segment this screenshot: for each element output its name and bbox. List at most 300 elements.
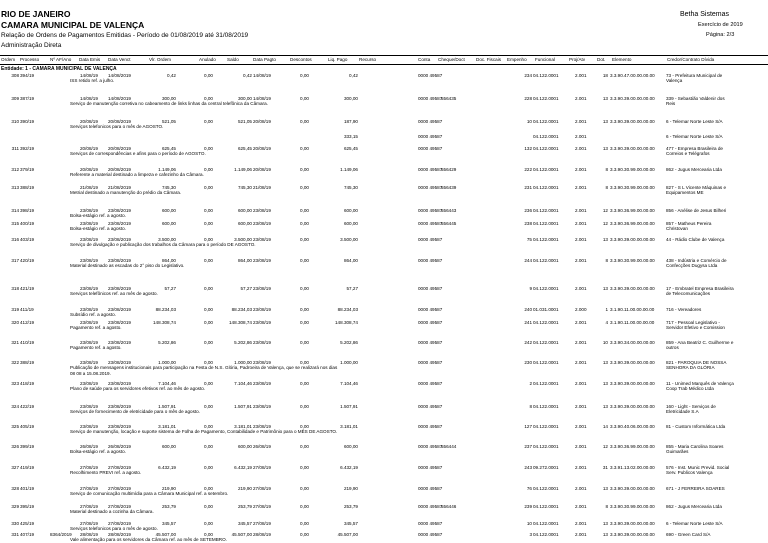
- cell-proc: 405/19: [20, 424, 35, 429]
- cell-emis: 27/08/19: [80, 465, 98, 470]
- cell-vlr: 148.308,74: [153, 320, 176, 325]
- cell-dot: 13: [602, 381, 608, 386]
- column-header: Ordem: [1, 57, 16, 63]
- cell-liq: 600,00: [343, 221, 358, 226]
- cell-credor: 17 - Embratel Empresa Brasileira de Telecomunicações: [666, 286, 734, 297]
- cell-conta: 0000 49587: [418, 258, 443, 263]
- cell-emp: 243: [524, 465, 532, 470]
- cell-history: Serviços de correspondências e afins para o período de AGOSTO.: [70, 151, 206, 157]
- cell-saldo: 625,45: [237, 146, 252, 151]
- cell-pagto: 23/08/19: [253, 286, 271, 291]
- cell-proc: 411/19: [20, 307, 34, 312]
- cell-func: 04.122.0001: [533, 185, 559, 190]
- system-name: Betha Sistemas: [680, 11, 730, 18]
- cell-proc: 390/19: [20, 119, 35, 124]
- cell-credor: 6 - Telemar Norte Leste S/A: [666, 521, 723, 526]
- cell-liq: 3.181,01: [340, 424, 358, 429]
- cell-pagto: 23/08/19: [253, 208, 271, 213]
- cell-func: 04.122.0001: [533, 167, 559, 172]
- cell-liq: 3.500,00: [340, 237, 358, 242]
- cell-anul: 0,00: [204, 221, 213, 226]
- cell-saldo: 3.181,01: [234, 424, 252, 429]
- cell-proc: 420/19: [20, 258, 35, 263]
- cell-anul: 0,00: [204, 404, 213, 409]
- cell-vlr: 600,00: [161, 444, 176, 449]
- column-header: Nº AF/Ano: [50, 57, 72, 63]
- column-header: Data Emis: [79, 57, 101, 63]
- cell-proc: 394/19: [20, 73, 35, 78]
- cell-venc: 23/08/2019: [108, 340, 131, 345]
- column-header: Credor/Contrato Dívida: [667, 57, 715, 63]
- cell-proj: 2.001: [575, 208, 587, 213]
- cell-vlr: 625,45: [161, 146, 176, 151]
- cell-emp: 3: [529, 532, 532, 537]
- cell-emis: 20/08/19: [80, 146, 98, 151]
- cell-vlr: 521,05: [161, 119, 176, 124]
- cell-vlr: 219,90: [161, 486, 176, 491]
- cell-dot: 8: [605, 185, 608, 190]
- page-number: Página: 2/3: [706, 32, 735, 38]
- cell-venc: 23/08/2019: [108, 404, 131, 409]
- cell-desc: 0,00: [300, 258, 309, 263]
- cell-proj: 2.001: [575, 340, 587, 345]
- cell-proj: 2.001: [575, 320, 587, 325]
- cell-credor: 827 - S L Vicente Máquinas e Equipamentos ME: [666, 185, 727, 196]
- cell-liq: 745,30: [343, 185, 358, 190]
- cell-saldo: 3.500,00: [234, 237, 252, 242]
- cell-history: Serviços de fornecimento de eletricidade para o mês de agosto.: [70, 409, 200, 415]
- entity-line: Entidade: 1 - CAMARA MUNICIPAL DE VALENÇA: [1, 66, 117, 72]
- cell-emp: 2: [529, 381, 532, 386]
- cell-ordem: 318: [11, 286, 19, 291]
- cell-venc: 23/08/2019: [108, 286, 131, 291]
- cell-desc: 0,00: [300, 521, 309, 526]
- cell-func: 04.122.0001: [533, 340, 559, 345]
- cell-liq: 1.000,00: [340, 360, 358, 365]
- cell-saldo: 1.000,00: [234, 360, 252, 365]
- cell-proc: 425/19: [20, 521, 35, 526]
- cell-anul: 0,00: [204, 258, 213, 263]
- cell-dot: 13: [602, 404, 608, 409]
- cell-emis: 21/08/19: [80, 185, 98, 190]
- cell-credor: 576 - Inst. Munic Previd. Social Serv. Publicos Valença: [666, 465, 730, 476]
- cell-proc: 387/19: [20, 96, 35, 101]
- cell-saldo: 0,42: [243, 73, 252, 78]
- cell-venc: 27/08/2019: [108, 504, 131, 509]
- cell-elem: 3.1.90.11.00.00.00.00: [610, 320, 655, 325]
- cell-proc: 410/19: [20, 340, 35, 345]
- cell-emis: 27/08/19: [80, 521, 98, 526]
- cell-conta: 0000 49587: [418, 286, 443, 291]
- cell-vlr: 6.432,19: [158, 465, 176, 470]
- cell-ordem: 324: [11, 404, 19, 409]
- column-header: Vlr. Ordem: [149, 57, 171, 63]
- column-header: Anulado: [199, 57, 216, 63]
- cell-dot: 12: [602, 221, 608, 226]
- cell-liq: 253,79: [343, 504, 358, 509]
- cell-proc: 392/19: [20, 146, 35, 151]
- cell-anul: 0,00: [204, 381, 213, 386]
- cell-elem: 3.3.90.30.99.00.00.00: [610, 504, 655, 509]
- cell-proj: 2.001: [575, 134, 587, 139]
- cell-conta: 0000 49587: [418, 444, 443, 449]
- cell-emp: 239: [524, 504, 532, 509]
- cell-dot: 13: [602, 532, 608, 537]
- cell-func: 04.122.0001: [533, 486, 559, 491]
- cell-saldo: 148.308,74: [229, 320, 252, 325]
- cell-credor: 862 - Jugus Mercearia Ltda: [666, 167, 722, 172]
- cell-liq: 600,00: [343, 444, 358, 449]
- cell-pagto: 23/08/19: [253, 424, 271, 429]
- cell-liq: 0,42: [349, 73, 358, 78]
- cell-emis: 27/08/19: [80, 486, 98, 491]
- cell-ordem: 310: [11, 119, 19, 124]
- cell-pagto: 23/08/19: [253, 320, 271, 325]
- cell-anul: 0,00: [204, 360, 213, 365]
- column-header: Saldo: [227, 57, 239, 63]
- cell-ordem: 313: [11, 185, 19, 190]
- cell-liq: 45.507,00: [337, 532, 358, 537]
- cell-history: Serviço de divulgação e publicação dos trabalhos da Câmara para o período DE AGOSTO.: [70, 242, 256, 248]
- cell-ordem: 312: [11, 167, 19, 172]
- cell-liq: 7.104,46: [340, 381, 358, 386]
- cell-proc: 395/19: [20, 504, 35, 509]
- cell-liq: 5.202,86: [340, 340, 358, 345]
- cell-pagto: 27/08/19: [253, 504, 271, 509]
- cell-emis: 28/08/19: [80, 532, 98, 537]
- cell-emp: 236: [524, 208, 532, 213]
- cell-history: Material destinado as escadas do 2° piso do Legislativo.: [70, 263, 185, 269]
- cell-func: 04.122.0001: [533, 146, 559, 151]
- cell-saldo: 7.104,46: [234, 381, 252, 386]
- cell-proj: 2.001: [575, 258, 587, 263]
- cell-dot: 13: [602, 360, 608, 365]
- cell-proc: 422/19: [20, 404, 35, 409]
- cell-elem: 3.3.90.39.00.00.00.00: [610, 404, 655, 409]
- cell-vlr: 45.507,00: [155, 532, 176, 537]
- cell-history: Pagamento ref. a agosto.: [70, 345, 122, 351]
- cell-elem: 3.3.90.39.00.00.00.00: [610, 360, 655, 365]
- cell-saldo: 600,00: [237, 221, 252, 226]
- cell-desc: 0,00: [300, 286, 309, 291]
- cell-elem: 3.3.90.39.00.00.00.00: [610, 96, 655, 101]
- cell-proj: 2.001: [575, 486, 587, 491]
- column-header: Recurso: [359, 57, 377, 63]
- cell-dot: 31: [602, 465, 608, 470]
- cell-pagto: 20/08/19: [253, 146, 271, 151]
- cell-history: Recolhimento PREVI ref. a agosto.: [70, 470, 142, 476]
- cell-elem: 3.3.90.36.99.00.00.00: [610, 208, 655, 213]
- column-header: Data Pagto: [253, 57, 276, 63]
- cell-proc: 379/19: [20, 167, 35, 172]
- cell-ordem: 328: [11, 486, 19, 491]
- cell-conta: 0000 49587: [418, 134, 443, 139]
- cell-credor: 855 - Maria Carolina Soares Guimarães: [666, 444, 724, 455]
- cell-proj: 2.001: [575, 185, 587, 190]
- cell-anul: 0,00: [204, 532, 213, 537]
- cell-history: Plano de saúde para os servidores efetivos ref. ao mês de agosto.: [70, 386, 206, 392]
- cell-conta: 0000 49587: [418, 340, 443, 345]
- cell-elem: 3.3.90.36.99.00.00.00: [610, 221, 655, 226]
- cell-saldo: 745,30: [237, 185, 252, 190]
- report-title: Relação de Ordens de Pagamentos Emitidas - Período de 01/08/2019 até 31/08/2019: [1, 32, 249, 39]
- administration: Administração Direta: [1, 42, 62, 49]
- cell-credor: 160 - Light - Serviços de Eletricidade S.A: [666, 404, 716, 415]
- cell-emis: 23/08/19: [80, 404, 98, 409]
- cell-ordem: 326: [11, 444, 19, 449]
- cell-desc: 0,00: [300, 532, 309, 537]
- cell-liq: 187,90: [343, 119, 358, 124]
- cell-liq: 1.149,06: [340, 167, 358, 172]
- cell-conta: 0000 49587: [418, 185, 443, 190]
- cell-elem: 3.3.90.39.00.00.00.00: [610, 237, 655, 242]
- cell-conta: 0000 49587: [418, 424, 443, 429]
- cell-history: Serviço de comunicação multimídia para a Câmara Municipal ref. a setembro.: [70, 491, 229, 497]
- cell-credor: 6 - Telemar Norte Leste S/A: [666, 134, 723, 139]
- cell-proc: 403/19: [20, 237, 35, 242]
- cell-emp: 76: [526, 486, 532, 491]
- cell-emp: 9: [529, 286, 532, 291]
- cell-saldo: 219,90: [237, 486, 252, 491]
- cell-proj: 2.000: [575, 307, 587, 312]
- cell-history: Serviços telefonicos para o mês de agosto.: [70, 526, 158, 532]
- cell-venc: 27/08/2019: [108, 465, 131, 470]
- cell-history: ISS retido ref. a julho.: [70, 78, 115, 84]
- cell-pagto: 20/08/19: [253, 167, 271, 172]
- cell-anul: 0,00: [204, 444, 213, 449]
- cell-credor: 671 - J FERREIRA SOARES: [666, 486, 725, 491]
- cell-venc: 20/08/2019: [108, 146, 131, 151]
- cell-func: 04.122.0001: [533, 96, 559, 101]
- cell-vlr: 1.507,91: [158, 404, 176, 409]
- cell-emis: 14/08/19: [80, 73, 98, 78]
- cell-saldo: 57,27: [240, 286, 252, 291]
- cell-func: 04.122.0001: [533, 134, 559, 139]
- cell-proj: 2.001: [575, 532, 587, 537]
- cell-saldo: 253,79: [237, 504, 252, 509]
- column-header: Conta: [418, 57, 431, 63]
- cell-proj: 2.001: [575, 73, 587, 78]
- cell-ordem: 322: [11, 360, 19, 365]
- cell-desc: 0,00: [300, 424, 309, 429]
- cell-ordem: 309: [11, 96, 19, 101]
- cell-liq: 219,90: [343, 486, 358, 491]
- cell-emis: 23/08/19: [80, 237, 98, 242]
- cell-anul: 0,00: [204, 307, 213, 312]
- cell-emp: 10: [526, 521, 532, 526]
- cell-venc: 26/08/2019: [108, 444, 131, 449]
- cell-desc: 0,00: [300, 360, 309, 365]
- cell-proc: 418/19: [20, 381, 35, 386]
- cell-pagto: 28/08/19: [253, 532, 271, 537]
- cell-anul: 0,00: [204, 486, 213, 491]
- cell-liq: 625,45: [343, 146, 358, 151]
- cell-liq: 57,27: [346, 286, 358, 291]
- cell-elem: 3.3.90.39.00.00.00.00: [610, 381, 655, 386]
- cell-func: 04.122.0001: [533, 532, 559, 537]
- cell-emp: 132: [524, 146, 532, 151]
- cell-credor: 690 - Green Card S/A: [666, 532, 711, 537]
- cell-func: 04.122.0001: [533, 424, 559, 429]
- cell-emp: 10: [526, 119, 532, 124]
- cell-history: Bolsa-estágio ref. a agosto.: [70, 449, 126, 455]
- cell-emis: 23/08/19: [80, 258, 98, 263]
- cell-pagto: 21/08/19: [253, 185, 271, 190]
- cell-venc: 23/08/2019: [108, 307, 131, 312]
- cell-proc: 412/19: [20, 320, 35, 325]
- cell-venc: 14/08/2019: [108, 73, 131, 78]
- cell-vlr: 57,27: [164, 286, 176, 291]
- cell-elem: 3.3.90.30.99.00.00.00: [610, 258, 655, 263]
- cell-ordem: 325: [11, 424, 19, 429]
- cell-credor: 857 - Matheus Pereira Christovan: [666, 221, 712, 232]
- cell-conta: 0000 49587: [418, 307, 443, 312]
- cell-anul: 0,00: [204, 340, 213, 345]
- cell-func: 04.122.0001: [533, 221, 559, 226]
- cell-pagto: 23/08/19: [253, 340, 271, 345]
- cell-dot: 8: [605, 504, 608, 509]
- cell-pagto: 27/08/19: [253, 486, 271, 491]
- cell-history: Material destinado a cozinha da Câmara.: [70, 509, 154, 515]
- cell-venc: 23/08/2019: [108, 208, 131, 213]
- cell-dot: 13: [602, 119, 608, 124]
- cell-emp: 238: [524, 221, 532, 226]
- cell-elem: 3.3.90.39.00.00.00.00: [610, 486, 655, 491]
- cell-vlr: 3.500,00: [158, 237, 176, 242]
- cell-elem: 3.3.90.36.99.00.00.00: [610, 444, 655, 449]
- cell-func: 04.122.0001: [533, 119, 559, 124]
- cell-credor: 6 - Telemar Norte Leste S/A: [666, 119, 723, 124]
- cell-conta: 0000 49587: [418, 119, 443, 124]
- cell-pagto: 20/08/19: [253, 119, 271, 124]
- cell-func: 04.122.0001: [533, 504, 559, 509]
- cell-saldo: 6.432,19: [234, 465, 252, 470]
- cell-venc: 21/08/2019: [108, 185, 131, 190]
- cell-proc: 388/19: [20, 185, 35, 190]
- cell-func: 04.122.0001: [533, 286, 559, 291]
- cell-emp: 237: [524, 444, 532, 449]
- cell-anul: 0,00: [204, 286, 213, 291]
- cell-desc: 0,00: [300, 96, 309, 101]
- cell-vlr: 88.234,03: [155, 307, 176, 312]
- cell-emp: 230: [524, 360, 532, 365]
- cell-desc: 0,00: [300, 381, 309, 386]
- cell-emp: 241: [524, 320, 532, 325]
- cell-ordem: 319: [11, 307, 19, 312]
- cell-conta: 0000 49587: [418, 96, 443, 101]
- cell-dot: 8: [605, 167, 608, 172]
- cell-proj: 2.001: [575, 360, 587, 365]
- cell-venc: 27/08/2019: [108, 521, 131, 526]
- cell-credor: 859 - Ana Beatriz C. Guilherme e outros: [666, 340, 734, 351]
- cell-elem: 3.3.90.39.00.00.00.00: [610, 119, 655, 124]
- cell-venc: 14/08/2019: [108, 96, 131, 101]
- cell-conta: 0000 49587: [418, 221, 443, 226]
- column-headers: [0, 55, 768, 65]
- exercise-year: Exercício de 2019: [698, 22, 743, 28]
- cell-desc: 0,00: [300, 486, 309, 491]
- cell-desc: 0,00: [300, 185, 309, 190]
- cell-proj: 2.001: [575, 424, 587, 429]
- cell-pagto: 23/08/19: [253, 381, 271, 386]
- cell-conta: 0000 49587: [418, 465, 443, 470]
- cell-proj: 2.001: [575, 286, 587, 291]
- column-header: Descontos: [290, 57, 312, 63]
- column-header: Processo: [20, 57, 40, 63]
- cell-emp: 234: [524, 73, 532, 78]
- cell-dot: 14: [602, 424, 608, 429]
- cell-elem: 3.3.91.13.02.00.00.00: [610, 465, 655, 470]
- cell-func: 04.122.0001: [533, 360, 559, 365]
- cell-conta: 0000 49587: [418, 521, 443, 526]
- cell-elem: 3.3.90.39.00.00.00.00: [610, 146, 655, 151]
- cell-dot: 13: [602, 486, 608, 491]
- cell-ordem: 321: [11, 340, 19, 345]
- cell-anul: 0,00: [204, 208, 213, 213]
- cell-emis: 23/08/19: [80, 221, 98, 226]
- cell-pagto: 23/08/19: [253, 237, 271, 242]
- cell-desc: 0,00: [300, 320, 309, 325]
- cell-liq: 6.432,19: [340, 465, 358, 470]
- cell-vlr: 300,00: [161, 96, 176, 101]
- cell-vlr: 3.181,01: [158, 424, 176, 429]
- cell-pagto: 27/08/19: [253, 521, 271, 526]
- cell-history: Bolsa-estágio ref. a agosto.: [70, 213, 126, 219]
- cell-liq: 345,57: [343, 521, 358, 526]
- cell-func: 09.272.0001: [533, 465, 559, 470]
- cell-ordem: 327: [11, 465, 19, 470]
- cell-venc: 23/08/2019: [108, 258, 131, 263]
- cell-vlr: 1.000,00: [158, 360, 176, 365]
- cell-anul: 0,00: [204, 320, 213, 325]
- cell-conta: 0000 49587: [418, 360, 443, 365]
- cell-saldo: 1.507,91: [234, 404, 252, 409]
- column-header: Proj/Atv: [569, 57, 586, 63]
- cell-emp: 75: [526, 237, 532, 242]
- cell-vlr: 864,00: [161, 258, 176, 263]
- cell-vlr: 345,57: [161, 521, 176, 526]
- cell-cheque: 556439: [441, 185, 457, 190]
- cell-dot: 8: [605, 258, 608, 263]
- cell-saldo: 1.149,06: [234, 167, 252, 172]
- cell-anul: 0,00: [204, 504, 213, 509]
- cell-func: 04.122.0001: [533, 320, 559, 325]
- cell-elem: 3.3.90.39.00.00.00.00: [610, 521, 655, 526]
- cell-emp: 222: [524, 167, 532, 172]
- cell-proc: 407/19: [20, 532, 35, 537]
- cell-emp: 242: [524, 340, 532, 345]
- cell-desc: 0,00: [300, 221, 309, 226]
- cell-conta: 0000 49587: [418, 381, 443, 386]
- cell-dot: 4: [605, 320, 608, 325]
- cell-history: Bolsa-estágio ref. a agosto.: [70, 226, 126, 232]
- cell-credor: 81 - Custom Informática Ltda: [666, 424, 726, 429]
- cell-proj: 2.001: [575, 221, 587, 226]
- cell-proc: 419/19: [20, 465, 35, 470]
- cell-vlr: 600,00: [161, 208, 176, 213]
- cell-pagto: 14/08/19: [253, 73, 271, 78]
- cell-dot: 18: [602, 73, 608, 78]
- cell-saldo: 5.202,86: [234, 340, 252, 345]
- cell-func: 04.122.0001: [533, 521, 559, 526]
- cell-vlr: 253,79: [161, 504, 176, 509]
- column-header: Liq. Pago: [328, 57, 348, 63]
- cell-desc: 0,00: [300, 119, 309, 124]
- cell-emp: 127: [524, 424, 532, 429]
- cell-emis: 26/08/19: [80, 444, 98, 449]
- cell-func: 04.122.0001: [533, 381, 559, 386]
- cell-elem: 3.3.90.40.06.00.00.00: [610, 424, 655, 429]
